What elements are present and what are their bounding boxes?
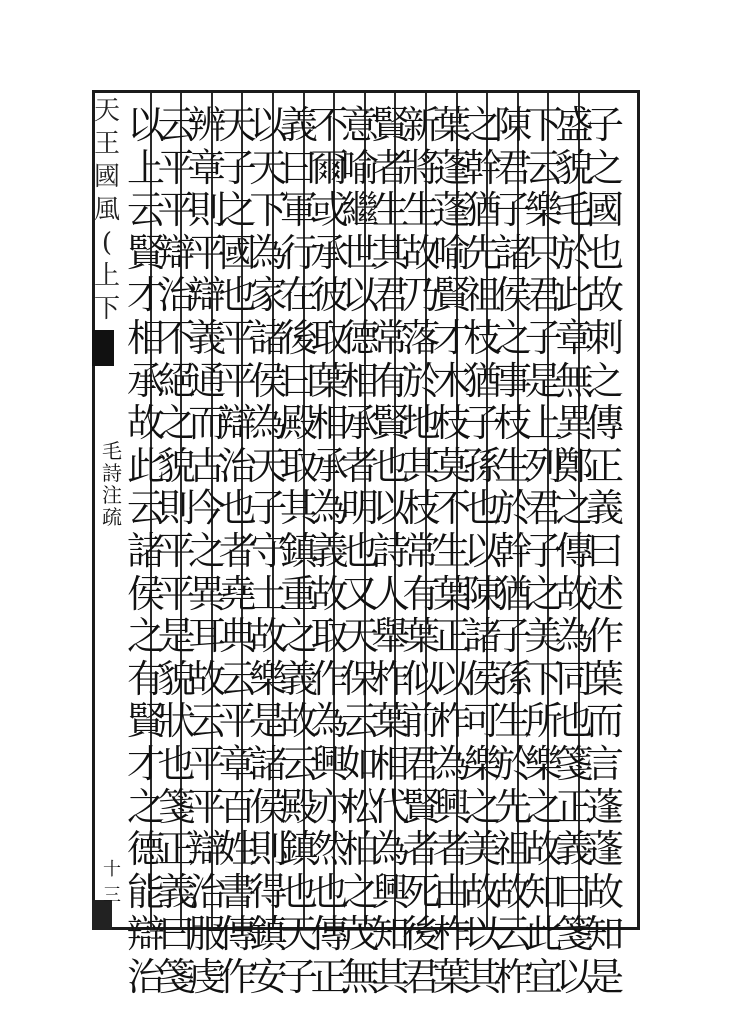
text-column: 云 平 平 辯 治 不 絕 之 貌 則 平 平 是 貌 狀 也 箋 正 義 曰 箋 (157, 103, 196, 999)
book-title-margin: 毛 詩 注 疏 (102, 439, 122, 529)
text-column: 天 子 之 國 也 平 平 辯 治 也 者 堯 典 云 平 章 百 姓 書 傳 作 (218, 103, 257, 999)
text-column: 辨 章 則 平 辯 義 通 而 古 今 之 異 耳 故 云 平 平 辯 治 服 虔 (188, 103, 227, 999)
text-column: 盛 貌 毛 於 此 章 無 異 鄭 之 傳 故 為 同 也 箋 正 義 曰 箋 以 (555, 103, 594, 999)
chapter-edge-label: 天 王 國 風 ( 上 下 (94, 96, 121, 324)
fishtail-mark (92, 330, 114, 366)
text-column: 意 喻 繼 世 以 德 相 承 者 明 也 又 天 保 云 如 松 柏 之 茂 無 (341, 103, 380, 999)
text-column: 之 幹 猶 先 祖 枝 猶 子 孫 也 以 陳 諸 侯 可 樂 之 美 故 以 其 (463, 103, 502, 999)
text-column: 以 天 下 為 家 諸 侯 為 天 子 守 土 故 樂 是 諸 侯 則 得 鎮 安 (249, 103, 288, 999)
text-column: 葉 蓬 蓬 喻 賢 才 木 枝 莫 不 生 葉 正 以 柞 為 興 者 由 柞 葉 (432, 103, 471, 999)
text-column: 義 曰 軍 行 在 後 曰 殿 取 其 鎮 重 之 義 故 云 殿 鎮 也 天 子 (279, 103, 318, 999)
page-number: 十三 (103, 859, 121, 906)
text-column: 子 之 國 也 故 刺 之 傳 正 義 曰 述 作 葉 而 言 蓬 蓬 故 知 是 (585, 103, 624, 999)
text-column: 不 爾 或 承 彼 取 葉 相 承 為 義 故 取 作 為 興 亦 然 也 傳 正 (310, 103, 349, 999)
text-column: 新 將 生 故 乃 落 於 地 其 枝 常 有 葉 似 前 君 賢 者 死 後 君 (402, 103, 441, 999)
text-column: 賢 者 生 其 君 常 有 賢 也 以 詩 人 舉 柞 葉 相 代 為 興 知 其 (371, 103, 410, 999)
text-column: 以 上 云 賢 才 相 承 故 此 云 諸 侯 之 有 賢 才 之 德 能 辯 治 (126, 103, 165, 999)
text-column: 陳 君 子 諸 侯 之 事 枝 生 於 幹 猶 子 孫 生 於 先 祖 故 云 柞 (494, 103, 533, 999)
text-column: 下 云 樂 只 君 子 是 上 列 君 子 之 美 下 所 樂 之 故 知 此 宜 (524, 103, 563, 999)
